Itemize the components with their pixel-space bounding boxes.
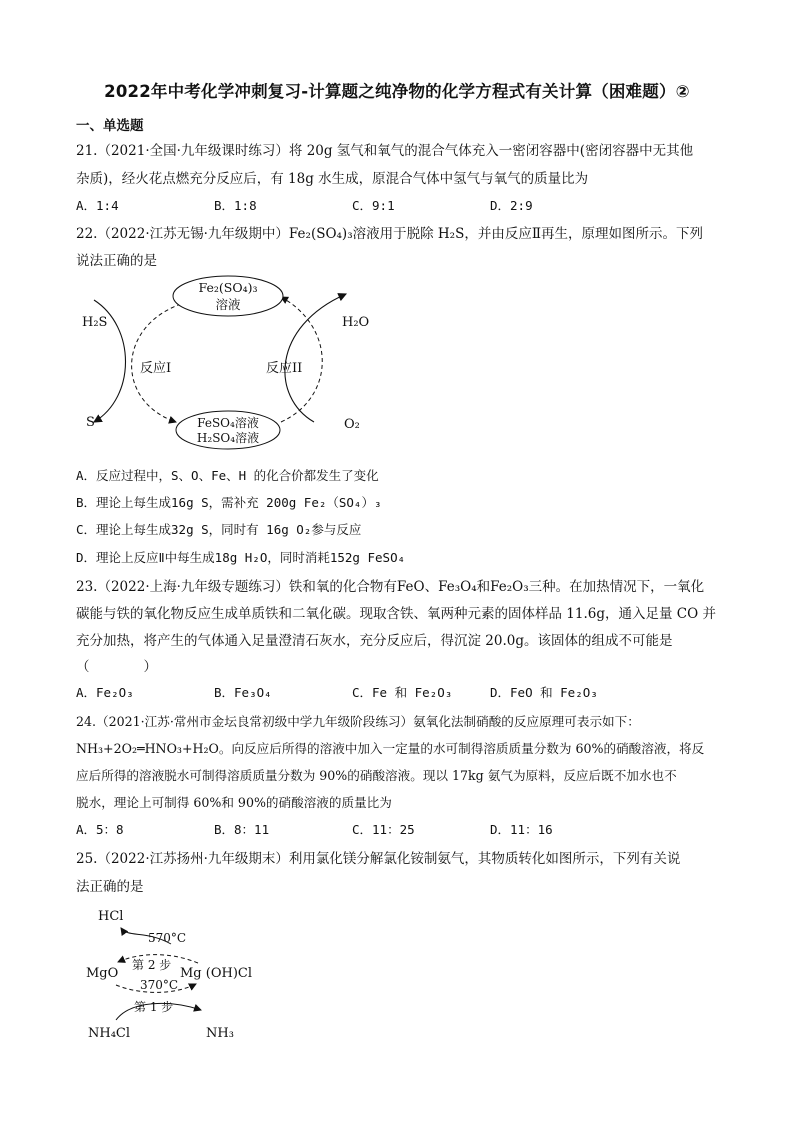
- q23-line-4: （ ）: [76, 659, 157, 675]
- nh3-label: NH₃: [206, 1026, 234, 1041]
- q25-line-1: 25.（2022·江苏扬州·九年级期末）利用氯化镁分解氯化铵制氨气，其物质转化如图所示，下列有关说: [76, 851, 681, 867]
- top-solution-label: 溶液: [215, 297, 241, 312]
- q24-option-c: C．11：25: [352, 822, 415, 837]
- s-label: S: [86, 415, 95, 430]
- nh4cl-label: NH₄Cl: [88, 1026, 131, 1041]
- h2s-label: H₂S: [82, 315, 108, 330]
- q24-option-a: A．5：8: [76, 822, 124, 837]
- o2-label: O₂: [344, 417, 360, 432]
- q22-option-d: D．理论上反应Ⅱ中每生成18g H₂O，同时消耗152g FeSO₄: [76, 550, 406, 565]
- q24-line-3: 应后所得的溶液脱水可制得溶质质量分数为 90%的硝酸溶液。现以 17kg 氨气为原料，反应后既不加水也不: [76, 768, 677, 783]
- h2o-label: H₂O: [342, 315, 370, 330]
- hcl-label: HCl: [98, 909, 124, 924]
- q21-line-1: 21.（2021·全国·九年级课时练习）将 20g 氢气和氧气的混合气体充入一密闭容器中(密闭容器中无其他: [76, 143, 694, 159]
- q25-conversion-diagram: [76, 900, 276, 1045]
- q23-option-d: D．FeO 和 Fe₂O₃: [490, 685, 598, 700]
- q22-option-b: B．理论上每生成16g S，需补充 200g Fe₂（SO₄）₃: [76, 495, 382, 510]
- temp-370-label: 370°C: [140, 978, 179, 992]
- page-title: 2022年中考化学冲刺复习-计算题之纯净物的化学方程式有关计算（困难题）②: [104, 82, 690, 101]
- q24-option-d: D．11：16: [490, 822, 553, 837]
- q24-line-2: NH₃+2O₂═HNO₃+H₂O。向反应后所得的溶液中加入一定量的水可制得溶质质量分数为 60%的硝酸溶液，将反: [76, 741, 705, 756]
- mgo-label: MgO: [86, 966, 119, 981]
- q21-option-c: C．9:1: [352, 198, 395, 213]
- q24-option-b: B．8：11: [214, 822, 270, 837]
- temp-570-label: 570°C: [148, 931, 187, 945]
- q24-line-4: 脱水，理论上可制得 60%和 90%的硝酸溶液的质量比为: [76, 795, 392, 810]
- q21-option-d: D．2:9: [490, 198, 533, 213]
- mg-oh-cl-label: Mg (OH)Cl: [180, 966, 253, 981]
- q24-line-1: 24.（2021·江苏·常州市金坛良常初级中学九年级阶段练习）氨氧化法制硝酸的反应原理可表示如下：: [76, 714, 640, 729]
- reaction-2-label: 反应II: [266, 361, 303, 376]
- q23-line-1: 23.（2022·上海·九年级专题练习）铁和氧的化合物有FeO、Fe₃O₄和Fe₂O₃三种。在加热情况下，一氧化: [76, 579, 705, 595]
- cycle-arrow-right: [281, 297, 322, 422]
- q23-option-b: B．Fe₃O₄: [214, 685, 272, 700]
- q22-line-1: 22.（2022·江苏无锡·九年级期中）Fe₂(SO₄)₃溶液用于脱除 H₂S，并由反应Ⅱ再生，原理如图所示。下列: [76, 226, 704, 242]
- step-1-label: 第 1 步: [134, 1000, 174, 1014]
- step-2-label: 第 2 步: [132, 958, 172, 972]
- q25-line-2: 法正确的是: [76, 879, 144, 895]
- q22-option-a: A．反应过程中，S、O、Fe、H 的化合价都发生了变化: [76, 468, 379, 483]
- q21-option-b: B．1:8: [214, 198, 257, 213]
- q22-cycle-diagram: [76, 272, 396, 452]
- q22-option-c: C．理论上每生成32g S，同时有 16g O₂参与反应: [76, 522, 362, 537]
- q23-option-c: C．Fe 和 Fe₂O₃: [352, 685, 453, 700]
- h2so4-label: H₂SO₄溶液: [196, 431, 260, 445]
- o2-to-h2o-arrow: [285, 294, 346, 422]
- q23-line-3: 充分加热，将产生的气体通入足量澄清石灰水，充分反应后，得沉淀 20.0g。该固体的组成不可能是: [76, 633, 673, 649]
- fe2so43-label: Fe₂(SO₄)₃: [198, 280, 258, 295]
- reaction-1-label: 反应I: [140, 361, 172, 376]
- q23-option-a: A．Fe₂O₃: [76, 685, 134, 700]
- q21-line-2: 杂质)，经火花点燃充分反应后，有 18g 水生成，原混合气体中氢气与氧气的质量比为: [76, 171, 589, 187]
- feso4-label: FeSO₄溶液: [197, 416, 259, 430]
- q22-line-2: 说法正确的是: [76, 253, 157, 269]
- q21-option-a: A．1:4: [76, 198, 119, 213]
- section-heading: 一、单选题: [76, 118, 144, 134]
- q23-line-2: 碳能与铁的氧化物反应生成单质铁和二氧化碳。现取含铁、氧两种元素的固体样品 11.6g，通入足量 CO 并: [76, 606, 716, 622]
